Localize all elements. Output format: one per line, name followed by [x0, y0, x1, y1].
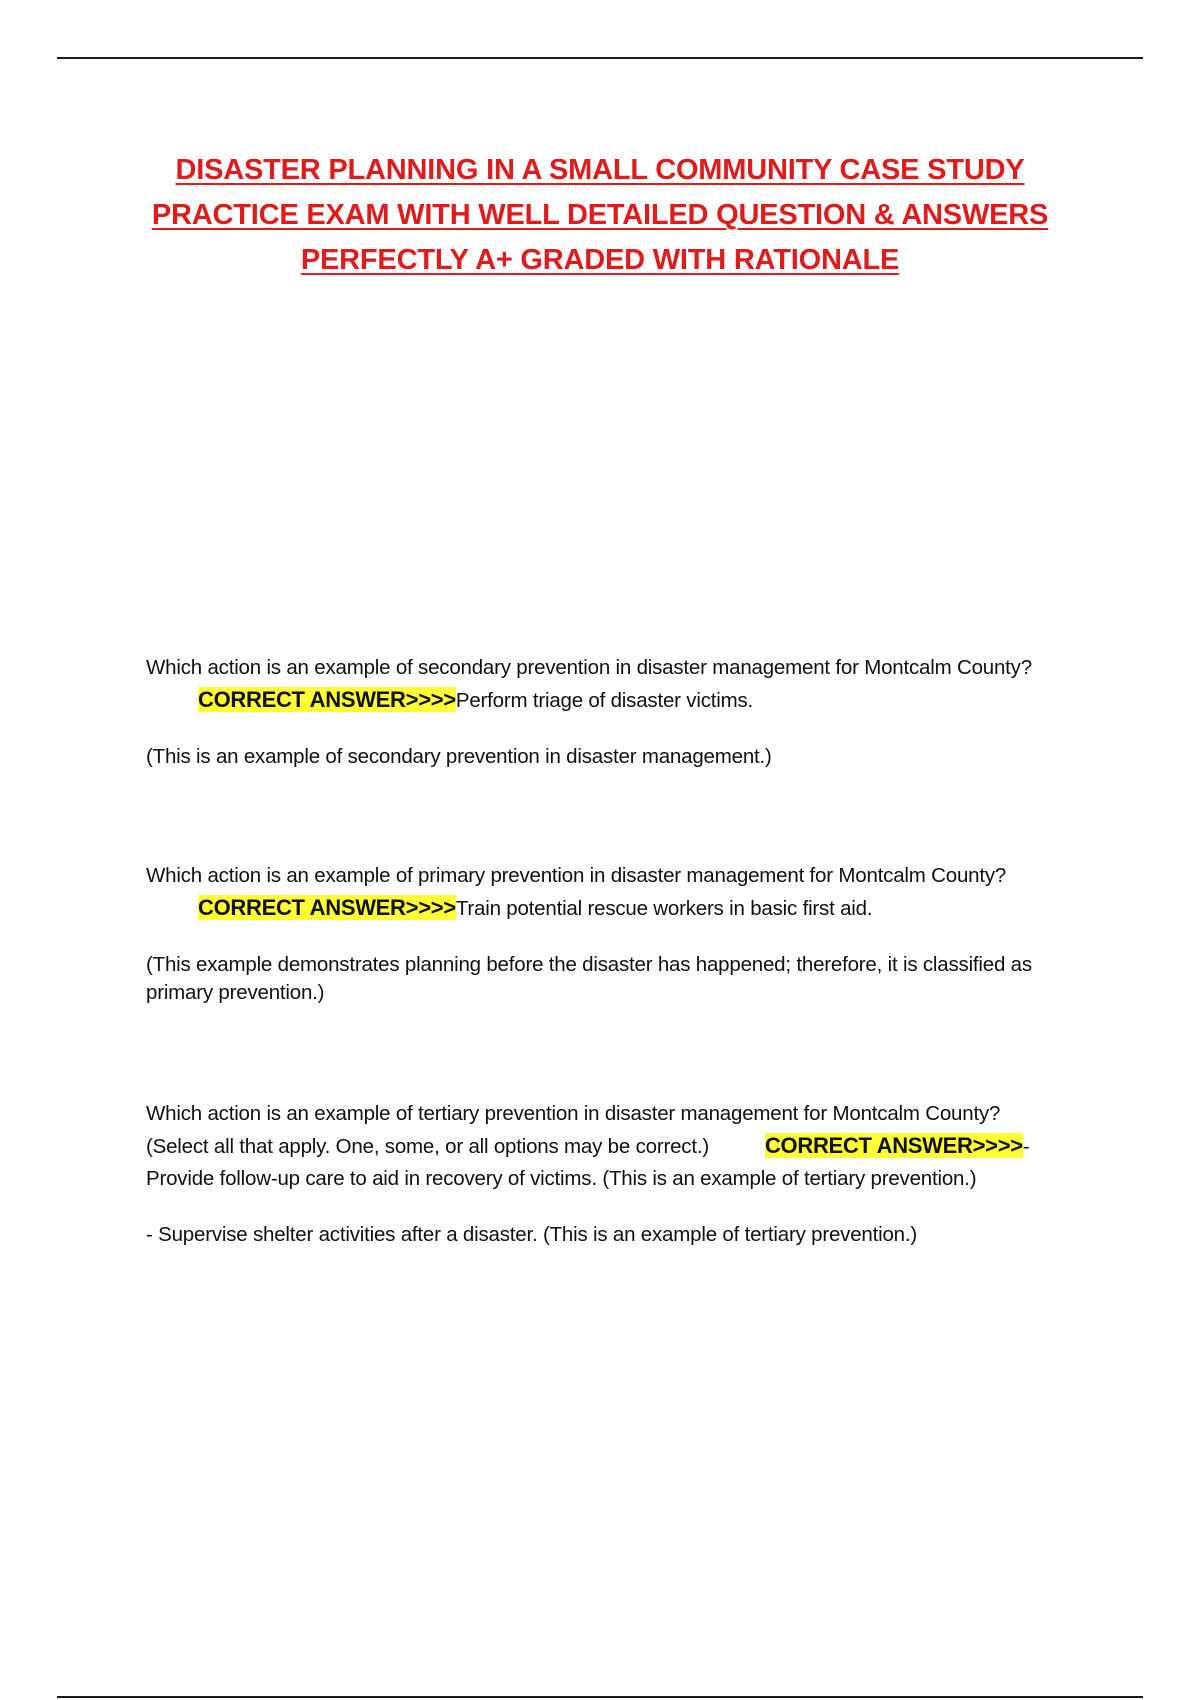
- rationale-text: (This is an example of secondary prevention in disaster management.): [146, 745, 772, 768]
- answer-text: Perform triage of disaster victims.: [455, 689, 754, 712]
- correct-answer-marker: CORRECT ANSWER>>>>: [198, 687, 456, 712]
- question-block: [146, 1098, 1046, 1249]
- question-block: [146, 860, 1046, 1007]
- rationale-text: - Supervise shelter activities after a disaster. (This is an example of tertiary prevention.): [146, 1223, 917, 1246]
- title-line-3: PERFECTLY A+ GRADED WITH RATIONALE: [300, 244, 900, 276]
- title-line-2: PRACTICE EXAM WITH WELL DETAILED QUESTION & ANSWERS: [151, 199, 1049, 231]
- question-paragraph: [146, 860, 1046, 925]
- answer-text: - Provide follow-up care to aid in recovery of victims. (This is an example of tertiary prevention.): [146, 1135, 1030, 1190]
- document-title: [100, 148, 1100, 283]
- footer-rule: [57, 1696, 1143, 1698]
- correct-answer-marker: CORRECT ANSWER>>>>: [764, 1133, 1023, 1158]
- rationale-text: (This example demonstrates planning before the disaster has happened; therefore, it is classified as primary prevention.): [146, 953, 1032, 1004]
- question-text: Which action is an example of primary prevention in disaster management for Montcalm County?: [146, 864, 1007, 887]
- question-block: [146, 652, 1046, 771]
- question-paragraph: [146, 652, 1046, 717]
- title-line-1: DISASTER PLANNING IN A SMALL COMMUNITY CASE STUDY: [175, 154, 1025, 186]
- correct-answer-marker: CORRECT ANSWER>>>>: [198, 895, 456, 920]
- question-paragraph: [146, 1098, 1046, 1195]
- answer-text: Train potential rescue workers in basic first aid.: [455, 897, 873, 920]
- header-rule: [57, 57, 1143, 59]
- question-text: Which action is an example of tertiary prevention in disaster management for Montcalm County? (Select all that apply. One, some, or all options may be correct.): [146, 1102, 1001, 1158]
- question-text: Which action is an example of secondary prevention in disaster management for Montcalm County?: [146, 656, 1032, 679]
